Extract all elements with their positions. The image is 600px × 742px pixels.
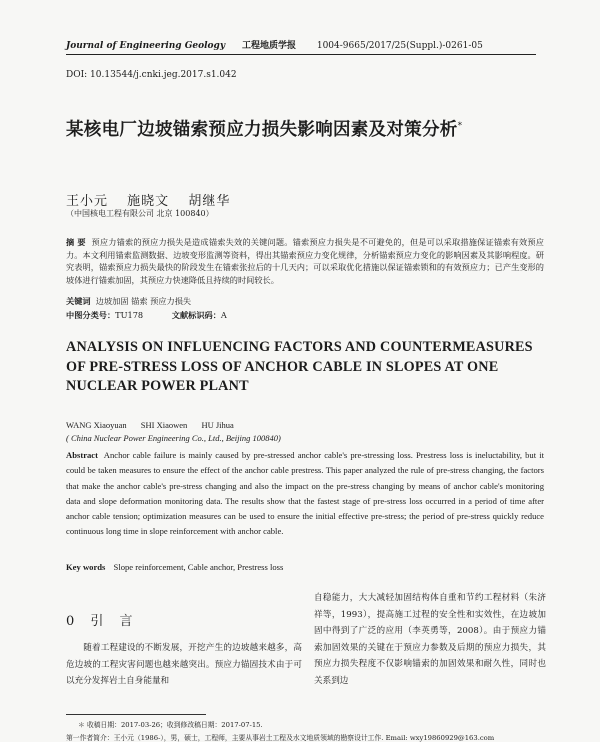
author-cn: 胡继华 (188, 194, 231, 209)
abstract-cn (66, 236, 544, 286)
authors-en (66, 420, 246, 430)
title-cn (66, 116, 546, 141)
abstract-en-text: Anchor cable failure is mainly caused by pre-stressed anchor cable's pre-stressing loss. Prestress loss is ineluctability, but it could be taken measures to ensure the effect of the anchor cable prestress. This paper analyzed the rule of pre-stress changing, the factors that make the anchor cable's pre-stress changing and also the impact on the pre-stress changing by means of anchor cable's monitoring data and slope deformation monitoring data. The results show that the fastest stage of pre-stress loss occurred in a period of time after anchor cable tension; optimization measures can be used to ensure the initial effective pre-stress; the period of pre-stress quickly reduce continuous long time in slope reinforcement with anchor cable. (66, 450, 544, 537)
keywords-cn (66, 296, 191, 307)
body-column-right: 自稳能力，大大减轻加固结构体自重和节约工程材料（朱济祥等，1993），提高施工过程的安全性和实效性，在边坡加固中得到了广泛的应用（李英勇等，2008）。由于预应力锚索加固效果的关键在于预应力参数及后期的预应力损失，其预应力损失程度不仅影响锚索的加固效果和耐久性，同时也关系到边 (314, 593, 546, 686)
abstract-en-label: Abstract (66, 450, 98, 460)
author-en: HU Jihua (201, 420, 234, 430)
clc-value: TU178 (115, 310, 144, 320)
abstract-cn-text: 预应力锚索的预应力损失是造成锚索失效的关键问题。锚索预应力损失是不可避免的，但是可以采取措施保证锚索有效预应力。本文利用锚索监测数据、边坡变形监测等资料，得出其锚索预应力变化规律，分析锚索预应力变化的影响因素及其影响程度。研究表明，锚索预应力损失最快的阶段发生在锚索张拉后的十几天内；可以采取优化措施以保证锚索锁和的有效预应力；已产生变形的坡体进行锚索加固，其预应力快速降低且持续的时间较长。 (66, 237, 544, 285)
section-number: 0 (66, 614, 81, 629)
title-cn-text: 某核电厂边坡锚索预应力损失影响因素及对策分析 (66, 120, 458, 140)
doi: DOI: 10.13544/j.cnki.jeg.2017.s1.042 (66, 70, 237, 80)
footnote-rule (66, 714, 206, 715)
journal-name-en: Journal of Engineering Geology (66, 41, 226, 51)
doc-code-value: A (220, 310, 227, 320)
keywords-cn-text: 边坡加固 锚索 预应力损失 (95, 296, 192, 306)
issn-line: 1004-9665/2017/25(Suppl.)-0261-05 (316, 41, 483, 51)
classification-cn (66, 310, 227, 321)
abstract-cn-label: 摘 要 (66, 237, 86, 247)
author-cn: 王小元 (66, 194, 109, 209)
abstract-en (66, 448, 544, 540)
affiliation-cn: （中国核电工程有限公司 北京 100840） (66, 209, 214, 218)
authors-cn (66, 190, 244, 209)
journal-name-cn: 工程地质学报 (241, 41, 296, 51)
section-heading (66, 610, 139, 629)
author-en: SHI Xiaowen (140, 420, 188, 430)
clc-label: 中图分类号： (66, 310, 116, 320)
running-header (66, 38, 536, 51)
section-title: 引 言 (90, 614, 139, 629)
title-footnote-mark: * (457, 121, 463, 132)
title-en: ANALYSIS ON INFLUENCING FACTORS AND COUNTERMEASURES OF PRE-STRESS LOSS OF ANCHOR CABLE IN SLOPES AT ONE NUCLEAR POWER PLANT (66, 339, 533, 394)
footnote-author: 第一作者简介：王小元（1986-），男，硕士，工程师，主要从事岩土工程及水文地质领域的勘察设计工作. Email: wxy19860929@163.com (66, 734, 495, 742)
keywords-en (66, 562, 283, 572)
footnote-received: ＊ 收稿日期：2017-03-26；收到修改稿日期：2017-07-15. (78, 721, 263, 729)
body-column-left: 随着工程建设的不断发展，开挖产生的边坡越来越多，高危边坡的工程灾害问题也越来越突出。预应力锚固技术由于可以充分发挥岩土自身能量和 (66, 643, 302, 686)
keywords-en-label: Key words (66, 562, 106, 572)
doc-code-label: 文献标识码： (171, 310, 221, 320)
header-rule (66, 54, 536, 55)
keywords-en-text: Slope reinforcement, Cable anchor, Prestress loss (113, 562, 284, 572)
keywords-cn-label: 关键词 (66, 296, 91, 306)
author-cn: 施晓文 (127, 194, 170, 209)
affiliation-en: ( China Nuclear Power Engineering Co., Ltd., Beijing 100840) (66, 433, 281, 443)
author-en: WANG Xiaoyuan (66, 420, 127, 430)
